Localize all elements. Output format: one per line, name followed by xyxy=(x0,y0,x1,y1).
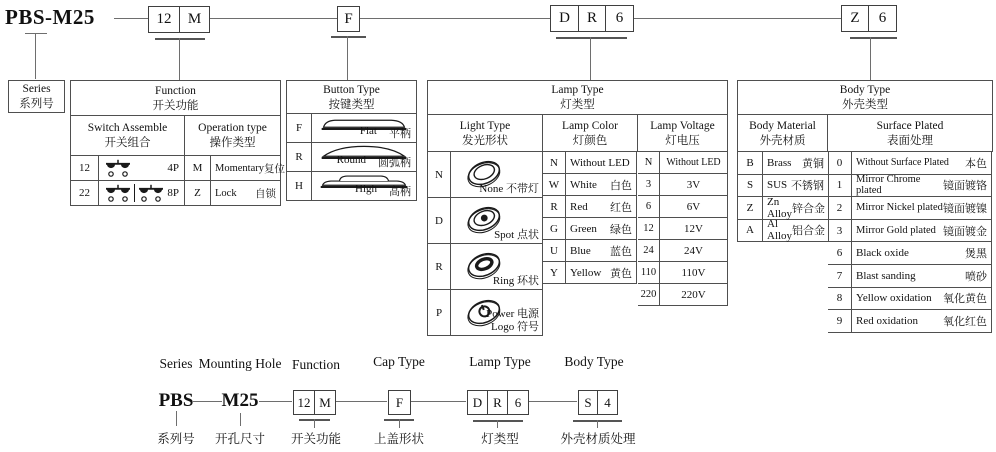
surface-label-cell: Mirror Gold plated 镜面镀金 xyxy=(852,220,992,243)
lamp-type-table xyxy=(427,80,728,337)
surface-code: 8 xyxy=(828,288,852,311)
connector-line xyxy=(179,38,180,80)
col-header-en: Operation type xyxy=(198,122,267,134)
code-box-button xyxy=(337,6,360,32)
body-material-subtable xyxy=(737,152,829,242)
example-function-box: 12 M xyxy=(293,390,336,415)
code-cell: 6 xyxy=(615,10,624,26)
assemble-code: 12 xyxy=(71,156,99,181)
voltage-value: 24V xyxy=(660,240,728,262)
color-code: G xyxy=(543,218,566,240)
cap-name-zh: 平柄 xyxy=(389,128,411,140)
color-code: U xyxy=(543,240,566,262)
example-label-zh: 上盖形状 xyxy=(373,432,425,446)
tick-line xyxy=(399,419,400,428)
surface-code: 6 xyxy=(828,242,852,265)
col-header-zh: 开关组合 xyxy=(104,137,151,149)
assemble-diagram-cell xyxy=(99,181,185,206)
connector-line xyxy=(259,401,292,402)
lamp-table-title xyxy=(427,80,728,115)
operation-code: M xyxy=(185,156,211,181)
material-label-cell: Brass 黄铜 xyxy=(763,152,829,175)
lamp-title-en: Lamp Type xyxy=(551,84,604,96)
underline xyxy=(155,38,205,40)
surface-code: 2 xyxy=(828,197,852,220)
function-table xyxy=(70,80,285,206)
underline xyxy=(331,36,366,38)
col-header-en: Lamp Voltage xyxy=(650,119,715,132)
light-icon-cell xyxy=(451,244,543,290)
surface-label-cell: Mirror Chrome plated 镜面镀铬 xyxy=(852,175,992,198)
code-cell: M xyxy=(187,11,202,27)
light-code: R xyxy=(428,244,451,290)
color-code: N xyxy=(543,152,566,174)
light-code: N xyxy=(428,152,451,198)
example-label-zh: 外壳材质处理 xyxy=(560,432,636,446)
voltage-value: Without LED xyxy=(660,152,728,174)
operation-label-cell xyxy=(211,156,285,181)
operation-code: Z xyxy=(185,181,211,206)
example-label: Body Type xyxy=(564,354,624,369)
light-label: Spot 点状 xyxy=(494,229,539,241)
body-material-header xyxy=(737,115,828,152)
function-title-zh: 开关功能 xyxy=(152,99,199,112)
surface-code: 1 xyxy=(828,175,852,198)
example-body-box: S 4 xyxy=(578,390,618,415)
material-code: S xyxy=(738,175,763,198)
series-label-zh: 系列号 xyxy=(19,98,54,110)
operation-en: Lock xyxy=(215,187,237,199)
lamp-title-zh: 灯类型 xyxy=(560,99,595,111)
example-label-zh: 系列号 xyxy=(157,432,195,446)
cap-name-zh: 圆弧柄 xyxy=(378,157,411,169)
lamp-color-header xyxy=(543,115,638,152)
voltage-code: 12 xyxy=(638,218,660,240)
light-code: D xyxy=(428,198,451,244)
underline xyxy=(473,420,523,422)
example-label: Mounting Hole xyxy=(198,356,282,371)
connector-line xyxy=(411,401,466,402)
col-header-zh: 灯颜色 xyxy=(572,134,608,147)
example-mounting-value: M25 xyxy=(221,390,259,411)
connector-line xyxy=(590,37,591,80)
button-shape-cell xyxy=(312,114,417,143)
light-code: P xyxy=(428,290,451,336)
col-header-en: Body Material xyxy=(749,119,816,132)
lamp-voltage-header xyxy=(638,115,728,152)
code-cell: 6 xyxy=(878,10,887,26)
button-code: R xyxy=(287,143,312,172)
code-box-function xyxy=(148,6,210,33)
tick-line xyxy=(314,419,315,428)
connector-line xyxy=(35,33,36,79)
switch-4p-icon xyxy=(102,159,134,178)
material-label-cell: Zn Alloy 锌合金 xyxy=(763,197,829,220)
connector-line xyxy=(210,18,337,19)
function-table-title xyxy=(71,81,281,116)
tick-line xyxy=(25,33,47,34)
col-header-en: Surface Plated xyxy=(876,119,944,132)
example-label-zh: 开关功能 xyxy=(290,432,342,446)
connector-line xyxy=(336,401,387,402)
surface-code: 9 xyxy=(828,310,852,333)
button-table-title xyxy=(287,81,417,114)
color-label-cell: Yellow 黄色 xyxy=(566,262,637,284)
material-label-cell: Al Alloy 铝合金 xyxy=(763,220,829,243)
light-label: Ring 环状 xyxy=(492,275,539,287)
voltage-code: 220 xyxy=(638,284,660,306)
col-header-zh: 发光形状 xyxy=(462,134,508,147)
col-header-zh: 操作类型 xyxy=(209,137,256,149)
tick-line xyxy=(240,413,241,426)
voltage-value: 12V xyxy=(660,218,728,240)
voltage-code: N xyxy=(638,152,660,174)
light-label: None 不带灯 xyxy=(479,183,539,195)
light-label-two-line: Power 电源 Logo 符号 xyxy=(486,308,539,333)
example-label-zh: 灯类型 xyxy=(481,432,519,446)
operation-en: Momentary xyxy=(215,162,264,174)
example-label: Series xyxy=(159,356,193,371)
part-number-title: PBS-M25 xyxy=(5,5,95,29)
color-label-cell: Without LED xyxy=(566,152,637,174)
code-cell: Z xyxy=(842,6,869,31)
assemble-diagram-cell xyxy=(99,156,185,181)
voltage-value: 6V xyxy=(660,196,728,218)
material-code: Z xyxy=(738,197,763,220)
code-box-lamp xyxy=(550,5,634,32)
example-series-value: PBS xyxy=(158,390,194,411)
light-icon-cell xyxy=(451,198,543,244)
function-title-en: Function xyxy=(155,84,196,97)
button-code: F xyxy=(287,114,312,143)
color-label-cell: Blue 蓝色 xyxy=(566,240,637,262)
button-type-table xyxy=(286,80,417,201)
lamp-color-subtable xyxy=(543,152,638,284)
color-label-cell: Green 绿色 xyxy=(566,218,637,240)
example-lamp-box: D R 6 xyxy=(467,390,529,415)
example-cap-box: F xyxy=(388,390,411,415)
surface-plated-header xyxy=(828,115,993,152)
color-code: W xyxy=(543,174,566,196)
surface-plated-subtable xyxy=(828,152,993,333)
connector-line xyxy=(634,18,841,19)
connector-line xyxy=(114,18,148,19)
surface-label-cell: Black oxide 煲黑 xyxy=(852,242,992,265)
connector-line xyxy=(359,18,550,19)
surface-label-cell: Red oxidation 氧化红色 xyxy=(852,310,992,333)
body-type-table xyxy=(737,80,993,335)
surface-label-cell: Mirror Nickel plated 镜面镀镍 xyxy=(852,197,992,220)
voltage-code: 24 xyxy=(638,240,660,262)
button-shape-cell xyxy=(312,172,417,201)
connector-line xyxy=(347,36,348,80)
material-code: A xyxy=(738,220,763,243)
color-code: Y xyxy=(543,262,566,284)
example-label: Cap Type xyxy=(373,354,425,369)
col-header-zh: 灯电压 xyxy=(665,134,700,147)
light-icon-cell xyxy=(451,290,543,336)
cap-name-en: High xyxy=(355,183,377,195)
example-label: Function xyxy=(291,357,341,372)
underline xyxy=(850,37,897,39)
code-cell: F xyxy=(344,10,353,27)
connector-line xyxy=(529,401,577,402)
tick-line xyxy=(497,420,498,428)
example-label: Lamp Type xyxy=(469,354,531,369)
button-title-zh: 按键类型 xyxy=(328,98,375,111)
example-label-zh: 开孔尺寸 xyxy=(214,432,266,446)
switch-assemble-header xyxy=(71,116,185,156)
voltage-value: 3V xyxy=(660,174,728,196)
underline xyxy=(556,37,627,39)
poles-label: 8P xyxy=(167,187,179,199)
button-shape-cell xyxy=(312,143,417,172)
cap-name-en: Flat xyxy=(359,125,377,137)
voltage-value: 110V xyxy=(660,262,728,284)
col-header-zh: 外壳材质 xyxy=(759,134,806,147)
tick-line xyxy=(597,420,598,428)
body-table-title xyxy=(737,80,993,115)
material-label-cell: SUS 不锈钢 xyxy=(763,175,829,198)
voltage-code: 6 xyxy=(638,196,660,218)
assemble-code: 22 xyxy=(71,181,99,206)
poles-label: 4P xyxy=(167,162,179,174)
series-box xyxy=(8,80,65,113)
col-header-en: Light Type xyxy=(459,119,511,132)
voltage-value: 220V xyxy=(660,284,728,306)
code-cell: 12 xyxy=(149,7,180,32)
button-title-en: Button Type xyxy=(323,83,380,96)
color-label-cell: Red 红色 xyxy=(566,196,637,218)
body-title-en: Body Type xyxy=(839,84,891,96)
body-title-zh: 外壳类型 xyxy=(842,99,888,111)
code-box-body xyxy=(841,5,897,32)
color-code: R xyxy=(543,196,566,218)
button-code: H xyxy=(287,172,312,201)
cap-name-zh: 高柄 xyxy=(389,186,411,198)
operation-type-header xyxy=(185,116,281,156)
switch-8p-icon xyxy=(102,184,167,203)
code-cell: R xyxy=(579,6,606,31)
connector-line xyxy=(870,37,871,80)
series-label-en: Series xyxy=(22,83,51,95)
surface-code: 7 xyxy=(828,265,852,288)
surface-label-cell: Without Surface Plated 本色 xyxy=(852,152,992,175)
tick-line xyxy=(176,411,177,426)
lamp-voltage-subtable xyxy=(638,152,728,306)
operation-zh: 复位 xyxy=(264,163,285,175)
surface-label-cell: Yellow oxidation 氧化黄色 xyxy=(852,288,992,311)
light-type-subtable xyxy=(427,152,544,336)
col-header-en: Switch Assemble xyxy=(87,122,168,134)
voltage-code: 110 xyxy=(638,262,660,284)
operation-label-cell xyxy=(211,181,281,206)
color-label-cell: White 白色 xyxy=(566,174,637,196)
col-header-zh: 表面处理 xyxy=(887,134,933,147)
code-cell: D xyxy=(551,6,579,31)
surface-code: 0 xyxy=(828,152,852,175)
voltage-code: 3 xyxy=(638,174,660,196)
surface-code: 3 xyxy=(828,220,852,243)
material-code: B xyxy=(738,152,763,175)
cap-name-en: Round xyxy=(336,154,366,166)
light-type-header xyxy=(427,115,543,152)
surface-label-cell: Blast sanding 喷砂 xyxy=(852,265,992,288)
operation-zh: 自锁 xyxy=(255,188,276,200)
connector-line xyxy=(193,401,222,402)
light-icon-cell xyxy=(451,152,543,198)
col-header-en: Lamp Color xyxy=(562,119,618,132)
